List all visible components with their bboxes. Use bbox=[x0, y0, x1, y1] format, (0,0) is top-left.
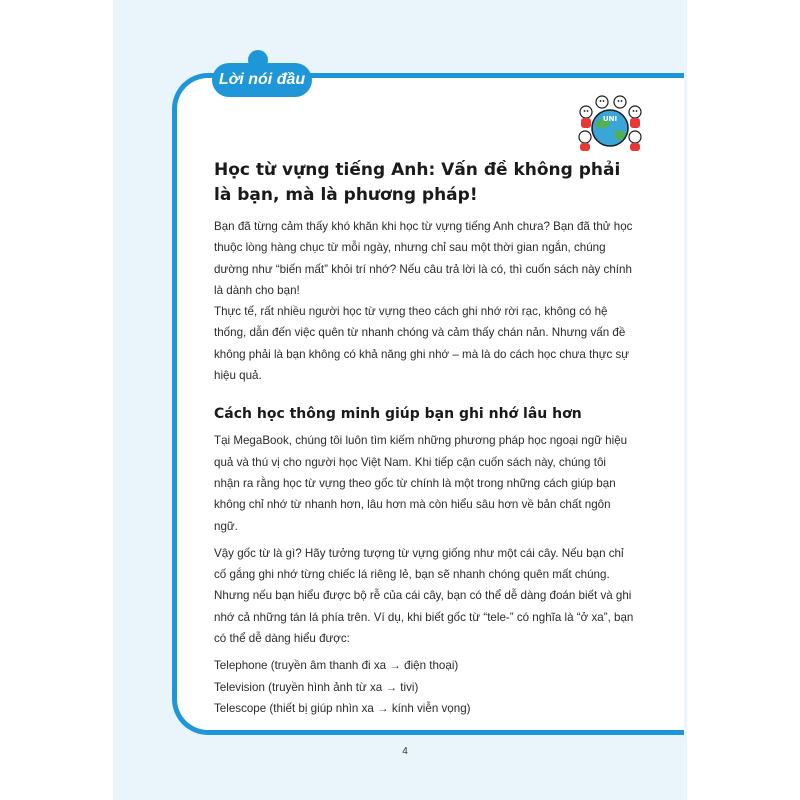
body-paragraph: Vậy gốc từ là gì? Hãy tưởng tượng từ vựng giống như một cái cây. Nếu bạn chỉ cố gắng ghi nhớ từng chiếc lá riêng lẻ, bạn sẽ nhanh chóng quên mất chúng. Nhưng nếu bạn hiểu được bộ rễ của cái cây, bạn có thể dễ dàng đoán biết và ghi nhớ cả những tán lá phía trên. Ví dụ, khi biết gốc từ “tele-” có nghĩa là “ở xa”, bạn có thể dễ dàng hiểu được: bbox=[214, 546, 634, 646]
intro-paragraph: Thực tế, rất nhiều người học từ vựng theo cách ghi nhớ rời rạc, không có hệ thống, dẫn đến việc quên từ nhanh chóng và cảm thấy chán nản. Nhưng vấn đề không phải là bạn không có khả năng ghi nhớ – mà là do cách học chưa thực sự hiệu quả. bbox=[214, 305, 630, 383]
intro-paragraph: Bạn đã từng cảm thấy khó khăn khi học từ vựng tiếng Anh chưa? Bạn đã thử học thuộc lòng hàng chục từ mỗi ngày, nhưng chỉ sau một thời gian ngắn, chúng dường như “biến mất” khỏi trí nhớ? Nếu câu trả lời là có, thì cuốn sách này chính là dành cho bạn! bbox=[214, 220, 633, 297]
globe-label: UNI bbox=[602, 115, 618, 123]
page-number: 4 bbox=[402, 746, 408, 757]
example-line: Telescope (thiết bị giúp nhìn xa → kính viễn vọng) bbox=[214, 701, 471, 715]
example-line: Telephone (truyền âm thanh đi xa → điện thoại) bbox=[214, 659, 459, 673]
body-paragraph: Tại MegaBook, chúng tôi luôn tìm kiếm những phương pháp học ngoại ngữ hiệu quả và thú vị cho người học Việt Nam. Khi tiếp cận cuốn sách này, chúng tôi nhận ra rằng học từ vựng theo gốc từ chính là một trong những cách giúp bạn không chỉ nhớ từ nhanh hơn, lâu hơn mà còn hiểu sâu hơn về bản chất ngôn ngữ. bbox=[214, 434, 628, 533]
example-line: Television (truyền hình ảnh từ xa → tivi) bbox=[214, 680, 419, 694]
section-tab: Lời nói đầu bbox=[212, 63, 312, 97]
main-content bbox=[214, 158, 634, 719]
section-subheading: Cách học thông minh giúp bạn ghi nhớ lâu hơn bbox=[214, 406, 582, 423]
kids-around-globe-mascot-icon bbox=[576, 92, 644, 152]
page-heading: Học từ vựng tiếng Anh: Vấn đề không phải là bạn, mà là phương pháp! bbox=[214, 160, 621, 205]
